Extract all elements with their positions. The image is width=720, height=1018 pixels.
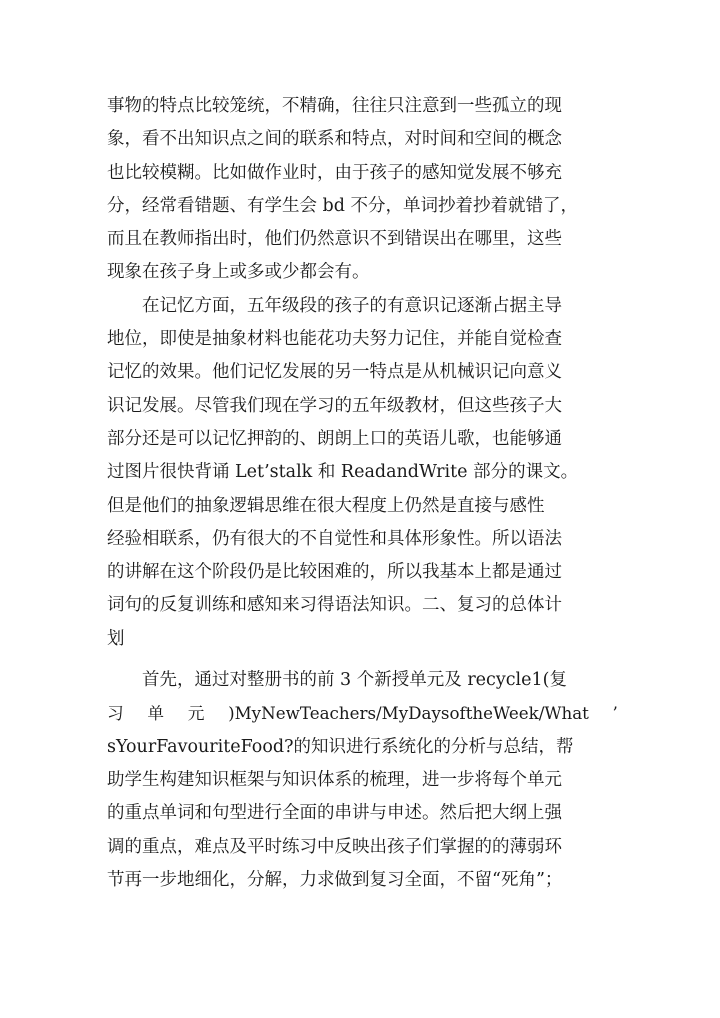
text-line: 现象在孩子身上或多或少都会有。 (107, 262, 370, 283)
paragraph-memory (107, 290, 623, 656)
text-line: 也比较模糊。比如做作业时，由于孩子的感知觉发展不够充 (107, 162, 562, 183)
text-line: 首先，通过对整册书的前 3 个新授单元及 recycle1(复 (142, 670, 567, 691)
document-page (107, 90, 623, 897)
text-line: 词句的反复训练和感知来习得语法知识。二、复习的总体计 (107, 595, 562, 616)
text-line: 调的重点，难点及平时练习中反映出孩子们掌握的的薄弱环 (107, 836, 562, 857)
text-line: 分，经常看错题、有学生会 bd 不分，单词抄着抄着就错了， (107, 195, 579, 216)
text-line: 习 单 元 )MyNewTeachers/MyDaysoftheWeek/What ’ (107, 703, 618, 724)
text-line: 经验相联系，仍有很大的不自觉性和具体形象性。所以语法 (107, 528, 562, 549)
text-line: 记忆的效果。他们记忆发展的另一特点是从机械识记向意义 (107, 362, 562, 383)
text-line: 的讲解在这个阶段仍是比较困难的，所以我基本上都是通过 (107, 562, 562, 583)
text-line: sYourFavouriteFood?的知识进行系统化的分析与总结，帮 (107, 736, 574, 757)
text-line: 在记忆方面，五年级段的孩子的有意识记逐渐占据主导 (142, 295, 562, 316)
paragraph-perception (107, 90, 623, 290)
paragraph-review-plan (107, 664, 623, 897)
text-line: 划 (107, 628, 125, 649)
text-line: 的重点单词和句型进行全面的串讲与申述。然后把大纲上强 (107, 803, 562, 824)
text-line: 助学生构建知识框架与知识体系的梳理，进一步将每个单元 (107, 769, 562, 790)
text-line: 地位，即使是抽象材料也能花功夫努力记住，并能自觉检查 (107, 329, 562, 350)
text-line: 过图片很快背诵 Let’stalk 和 ReadandWrite 部分的课文。 (107, 462, 579, 483)
text-line: 部分还是可以记忆押韵的、朗朗上口的英语儿歌，也能够通 (107, 428, 562, 449)
text-line: 事物的特点比较笼统，不精确，往往只注意到一些孤立的现 (107, 96, 562, 116)
text-line: 识记发展。尽管我们现在学习的五年级教材，但这些孩子大 (107, 395, 562, 416)
text-line: 但是他们的抽象逻辑思维在很大程度上仍然是直接与感性 (107, 495, 545, 516)
text-line: 节再一步地细化，分解，力求做到复习全面，不留“死角”； (107, 869, 563, 890)
text-line: 象，看不出知识点之间的联系和特点，对时间和空间的概念 (107, 129, 562, 150)
text-line: 而且在教师指出时，他们仍然意识不到错误出在哪里，这些 (107, 229, 562, 250)
